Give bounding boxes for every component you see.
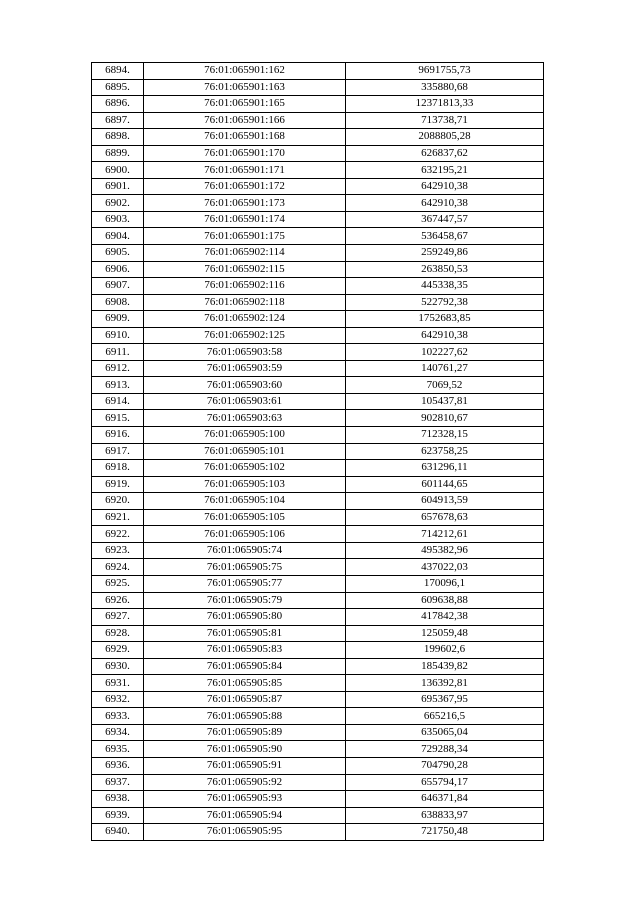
cadastral-number-cell: 76:01:065905:90: [144, 741, 346, 758]
cadastral-value-cell: 7069,52: [346, 377, 544, 394]
cadastral-value-cell: 655794,17: [346, 774, 544, 791]
cadastral-value-cell: 623758,25: [346, 443, 544, 460]
cadastral-number-cell: 76:01:065905:93: [144, 791, 346, 808]
table-row: [92, 443, 544, 460]
cadastral-value-cell: 522792,38: [346, 294, 544, 311]
cadastral-value-cell: 12371813,33: [346, 96, 544, 113]
row-number-cell: 6932.: [92, 691, 144, 708]
cadastral-value-cell: 638833,97: [346, 807, 544, 824]
row-number-cell: 6918.: [92, 460, 144, 477]
row-number-cell: 6922.: [92, 526, 144, 543]
table-row: [92, 609, 544, 626]
cadastral-number-cell: 76:01:065905:83: [144, 642, 346, 659]
cadastral-value-cell: 125059,48: [346, 625, 544, 642]
cadastral-value-table: [91, 62, 544, 841]
table-row: [92, 774, 544, 791]
table-row: [92, 278, 544, 295]
row-number-cell: 6934.: [92, 724, 144, 741]
row-number-cell: 6915.: [92, 410, 144, 427]
table-row: [92, 63, 544, 80]
cadastral-number-cell: 76:01:065905:106: [144, 526, 346, 543]
row-number-cell: 6933.: [92, 708, 144, 725]
table-row: [92, 294, 544, 311]
cadastral-value-cell: 2088805,28: [346, 129, 544, 146]
cadastral-value-cell: 714212,61: [346, 526, 544, 543]
cadastral-number-cell: 76:01:065905:92: [144, 774, 346, 791]
cadastral-number-cell: 76:01:065902:115: [144, 261, 346, 278]
cadastral-number-cell: 76:01:065901:166: [144, 112, 346, 129]
table-row: [92, 658, 544, 675]
row-number-cell: 6939.: [92, 807, 144, 824]
row-number-cell: 6903.: [92, 211, 144, 228]
cadastral-value-cell: 646371,84: [346, 791, 544, 808]
cadastral-number-cell: 76:01:065905:75: [144, 559, 346, 576]
cadastral-number-cell: 76:01:065901:168: [144, 129, 346, 146]
table-row: [92, 245, 544, 262]
cadastral-number-cell: 76:01:065905:85: [144, 675, 346, 692]
cadastral-value-cell: 536458,67: [346, 228, 544, 245]
row-number-cell: 6931.: [92, 675, 144, 692]
cadastral-value-cell: 632195,21: [346, 162, 544, 179]
cadastral-number-cell: 76:01:065905:94: [144, 807, 346, 824]
table-row: [92, 675, 544, 692]
cadastral-value-cell: 642910,38: [346, 327, 544, 344]
cadastral-number-cell: 76:01:065901:165: [144, 96, 346, 113]
table-row: [92, 542, 544, 559]
cadastral-value-cell: 642910,38: [346, 195, 544, 212]
cadastral-value-cell: 902810,67: [346, 410, 544, 427]
row-number-cell: 6912.: [92, 360, 144, 377]
table-row: [92, 493, 544, 510]
row-number-cell: 6910.: [92, 327, 144, 344]
cadastral-number-cell: 76:01:065902:124: [144, 311, 346, 328]
cadastral-number-cell: 76:01:065905:102: [144, 460, 346, 477]
cadastral-number-cell: 76:01:065903:58: [144, 344, 346, 361]
cadastral-value-cell: 729288,34: [346, 741, 544, 758]
cadastral-number-cell: 76:01:065905:81: [144, 625, 346, 642]
cadastral-value-cell: 601144,65: [346, 476, 544, 493]
row-number-cell: 6898.: [92, 129, 144, 146]
cadastral-number-cell: 76:01:065905:87: [144, 691, 346, 708]
cadastral-value-cell: 9691755,73: [346, 63, 544, 80]
table-row: [92, 228, 544, 245]
table-row: [92, 162, 544, 179]
row-number-cell: 6906.: [92, 261, 144, 278]
row-number-cell: 6913.: [92, 377, 144, 394]
row-number-cell: 6901.: [92, 178, 144, 195]
cadastral-value-cell: 170096,1: [346, 575, 544, 592]
cadastral-number-cell: 76:01:065905:80: [144, 609, 346, 626]
table-row: [92, 691, 544, 708]
row-number-cell: 6914.: [92, 393, 144, 410]
table-row: [92, 261, 544, 278]
row-number-cell: 6928.: [92, 625, 144, 642]
table-row: [92, 724, 544, 741]
row-number-cell: 6916.: [92, 427, 144, 444]
cadastral-value-cell: 102227,62: [346, 344, 544, 361]
cadastral-value-cell: 367447,57: [346, 211, 544, 228]
cadastral-number-cell: 76:01:065901:162: [144, 63, 346, 80]
cadastral-number-cell: 76:01:065905:104: [144, 493, 346, 510]
row-number-cell: 6935.: [92, 741, 144, 758]
cadastral-value-cell: 721750,48: [346, 824, 544, 841]
cadastral-number-cell: 76:01:065905:101: [144, 443, 346, 460]
table-row: [92, 211, 544, 228]
cadastral-value-cell: 657678,63: [346, 509, 544, 526]
table-row: [92, 344, 544, 361]
cadastral-number-cell: 76:01:065905:84: [144, 658, 346, 675]
table-row: [92, 427, 544, 444]
cadastral-number-cell: 76:01:065903:61: [144, 393, 346, 410]
row-number-cell: 6937.: [92, 774, 144, 791]
cadastral-number-cell: 76:01:065901:172: [144, 178, 346, 195]
row-number-cell: 6940.: [92, 824, 144, 841]
row-number-cell: 6902.: [92, 195, 144, 212]
cadastral-value-cell: 185439,82: [346, 658, 544, 675]
row-number-cell: 6917.: [92, 443, 144, 460]
table-row: [92, 393, 544, 410]
table-row: [92, 791, 544, 808]
cadastral-number-cell: 76:01:065905:89: [144, 724, 346, 741]
cadastral-value-cell: 704790,28: [346, 757, 544, 774]
cadastral-number-cell: 76:01:065901:170: [144, 145, 346, 162]
table-body: [92, 63, 544, 841]
cadastral-number-cell: 76:01:065901:163: [144, 79, 346, 96]
table-row: [92, 460, 544, 477]
cadastral-number-cell: 76:01:065902:118: [144, 294, 346, 311]
cadastral-number-cell: 76:01:065905:74: [144, 542, 346, 559]
table-row: [92, 327, 544, 344]
table-row: [92, 178, 544, 195]
cadastral-number-cell: 76:01:065905:79: [144, 592, 346, 609]
table-row: [92, 377, 544, 394]
cadastral-value-cell: 635065,04: [346, 724, 544, 741]
cadastral-number-cell: 76:01:065901:175: [144, 228, 346, 245]
row-number-cell: 6920.: [92, 493, 144, 510]
cadastral-value-cell: 140761,27: [346, 360, 544, 377]
table-row: [92, 757, 544, 774]
cadastral-value-cell: 665216,5: [346, 708, 544, 725]
row-number-cell: 6927.: [92, 609, 144, 626]
table-row: [92, 824, 544, 841]
row-number-cell: 6904.: [92, 228, 144, 245]
cadastral-value-cell: 631296,11: [346, 460, 544, 477]
row-number-cell: 6895.: [92, 79, 144, 96]
cadastral-value-cell: 642910,38: [346, 178, 544, 195]
table-row: [92, 592, 544, 609]
row-number-cell: 6926.: [92, 592, 144, 609]
cadastral-number-cell: 76:01:065905:100: [144, 427, 346, 444]
cadastral-number-cell: 76:01:065902:125: [144, 327, 346, 344]
row-number-cell: 6905.: [92, 245, 144, 262]
row-number-cell: 6930.: [92, 658, 144, 675]
cadastral-value-cell: 259249,86: [346, 245, 544, 262]
cadastral-value-cell: 445338,35: [346, 278, 544, 295]
row-number-cell: 6923.: [92, 542, 144, 559]
cadastral-value-cell: 199602,6: [346, 642, 544, 659]
cadastral-value-cell: 417842,38: [346, 609, 544, 626]
row-number-cell: 6908.: [92, 294, 144, 311]
cadastral-value-cell: 437022,03: [346, 559, 544, 576]
table-row: [92, 410, 544, 427]
table-row: [92, 625, 544, 642]
cadastral-value-cell: 626837,62: [346, 145, 544, 162]
table-row: [92, 741, 544, 758]
row-number-cell: 6897.: [92, 112, 144, 129]
table-row: [92, 311, 544, 328]
table-row: [92, 575, 544, 592]
cadastral-number-cell: 76:01:065905:105: [144, 509, 346, 526]
table-row: [92, 79, 544, 96]
cadastral-value-cell: 136392,81: [346, 675, 544, 692]
cadastral-value-cell: 695367,95: [346, 691, 544, 708]
row-number-cell: 6900.: [92, 162, 144, 179]
table-row: [92, 129, 544, 146]
table-row: [92, 526, 544, 543]
cadastral-number-cell: 76:01:065902:114: [144, 245, 346, 262]
cadastral-value-cell: 609638,88: [346, 592, 544, 609]
row-number-cell: 6921.: [92, 509, 144, 526]
cadastral-number-cell: 76:01:065903:59: [144, 360, 346, 377]
row-number-cell: 6896.: [92, 96, 144, 113]
row-number-cell: 6929.: [92, 642, 144, 659]
cadastral-number-cell: 76:01:065903:60: [144, 377, 346, 394]
row-number-cell: 6938.: [92, 791, 144, 808]
row-number-cell: 6919.: [92, 476, 144, 493]
cadastral-number-cell: 76:01:065905:88: [144, 708, 346, 725]
row-number-cell: 6936.: [92, 757, 144, 774]
table-row: [92, 112, 544, 129]
cadastral-number-cell: 76:01:065901:171: [144, 162, 346, 179]
cadastral-number-cell: 76:01:065901:174: [144, 211, 346, 228]
row-number-cell: 6907.: [92, 278, 144, 295]
cadastral-value-cell: 495382,96: [346, 542, 544, 559]
row-number-cell: 6911.: [92, 344, 144, 361]
table-row: [92, 708, 544, 725]
table-row: [92, 145, 544, 162]
cadastral-number-cell: 76:01:065903:63: [144, 410, 346, 427]
table-row: [92, 807, 544, 824]
row-number-cell: 6925.: [92, 575, 144, 592]
cadastral-value-cell: 604913,59: [346, 493, 544, 510]
cadastral-value-cell: 1752683,85: [346, 311, 544, 328]
cadastral-number-cell: 76:01:065901:173: [144, 195, 346, 212]
cadastral-value-cell: 263850,53: [346, 261, 544, 278]
cadastral-value-cell: 335880,68: [346, 79, 544, 96]
table-row: [92, 360, 544, 377]
cadastral-number-cell: 76:01:065902:116: [144, 278, 346, 295]
table-row: [92, 195, 544, 212]
cadastral-number-cell: 76:01:065905:95: [144, 824, 346, 841]
table-row: [92, 96, 544, 113]
cadastral-value-cell: 713738,71: [346, 112, 544, 129]
row-number-cell: 6899.: [92, 145, 144, 162]
cadastral-number-cell: 76:01:065905:91: [144, 757, 346, 774]
cadastral-value-cell: 105437,81: [346, 393, 544, 410]
table-row: [92, 509, 544, 526]
row-number-cell: 6894.: [92, 63, 144, 80]
table-row: [92, 559, 544, 576]
cadastral-value-cell: 712328,15: [346, 427, 544, 444]
row-number-cell: 6924.: [92, 559, 144, 576]
cadastral-number-cell: 76:01:065905:77: [144, 575, 346, 592]
table-row: [92, 476, 544, 493]
row-number-cell: 6909.: [92, 311, 144, 328]
cadastral-number-cell: 76:01:065905:103: [144, 476, 346, 493]
table-row: [92, 642, 544, 659]
